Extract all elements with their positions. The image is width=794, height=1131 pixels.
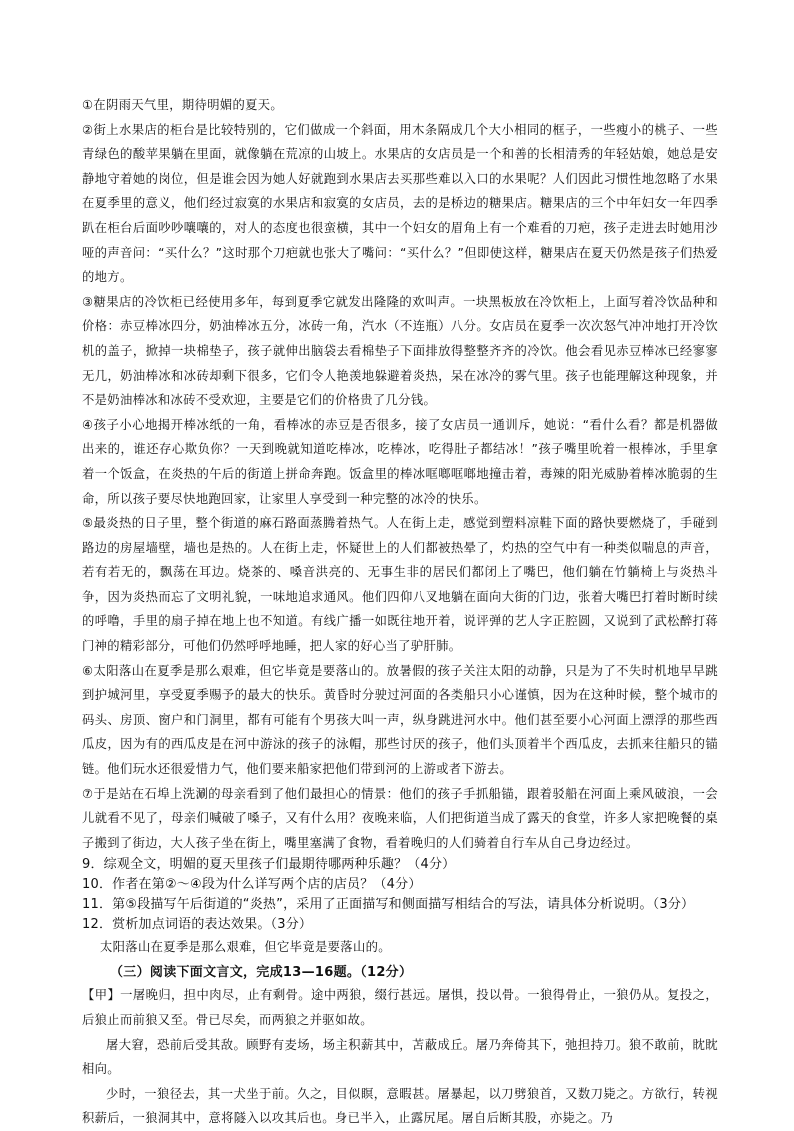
question-list [82, 855, 718, 959]
passage-paragraph-4: ④孩子小心地揭开棒冰纸的一角，看棒冰的赤豆是否很多，接了女店员一通训斥，她说：“看什么看？都是机器做出来的，谁还存心欺负你？一天到晚就知道吃棒冰，吃棒冰，吃得肚子都结冰！”孩子嘴里吮着一根棒冰，手里拿着一个饭盒，在炎热的午后的街道上拼命奔跑。饭盒里的棒冰哐啷哐啷地撞击着，毒辣的阳光威胁着棒冰脆弱的生命，所以孩子要尽快地跑回家，让家里人享受到一种完整的冰冷的快乐。 [82, 417, 718, 506]
question-12: 12．赏析加点词语的表达效果。（3分） [82, 917, 313, 933]
section-heading: （三）阅读下面文言文，完成13—16题。（12分） [110, 965, 413, 981]
document-page [82, 93, 718, 1131]
quoted-sentence: 太阳落山在夏季是那么艰难，但它毕竟是要落山的。 [100, 940, 391, 955]
question-9: 9．综观全文，明媚的夏天里孩子们最期待哪两种乐趣？（4分） [82, 857, 456, 873]
classical-text [82, 983, 718, 1131]
passage-paragraph-6: ⑥太阳落山在夏季是那么艰难，但它毕竟是要落山的。放暑假的孩子关注太阳的动静，只是为了不失时机地早早跳到护城河里，享受夏季赐予的最大的快乐。黄昏时分驶过河面的各类船只小心谨慎，因为在这种时候，整个城市的码头、房顶、窗户和门洞里，都有可能有个男孩大叫一声，纵身跳进河水中。他们甚至要小心河面上漂浮的那些西瓜皮，因为有的西瓜皮是在河中游泳的孩子的泳帽，那些讨厌的孩子，他们头顶着半个西瓜皮，去抓来往船只的锚链。他们玩水还很爱惜力气，他们要来船家把他们带到河的上游或者下游去。 [82, 663, 718, 777]
passage-paragraph-2: ②街上水果店的柜台是比较特别的，它们做成一个斜面，用木条隔成几个大小相同的框子，一些瘦小的桃子、一些青绿色的酸苹果躺在里面，就像躺在荒凉的山坡上。水果店的女店员是一个和善的长相清秀的年轻姑娘，她总是安静地守着她的岗位，但是谁会因为她人好就跑到水果店去买那些难以入口的水果呢？人们因此习惯性地忽略了水果在夏季里的意义，他们经过寂寞的水果店和寂寞的女店员，去的是桥边的糖果店。糖果店的三个中年妇女一年四季趴在柜台后面吵吵嚷嚷的，对人的态度也很蛮横，其中一个妇女的眉角上有一个难看的刀疤，孩子走进去时她用沙哑的声音问：“买什么？”这时那个刀疤就也张大了嘴问：“买什么？”但即使这样，糖果店在夏天仍然是孩子们热爱的地方。 [82, 122, 718, 285]
passage-paragraph-7: ⑦于是站在石埠上洗涮的母亲看到了他们最担心的情景：他们的孩子手抓船锚，跟着驳船在河面上乘风破浪，一会儿就看不见了，母亲们喊破了嗓子，又有什么用？夜晚来临，人们把街道当成了露天的食堂，许多人家把晚餐的桌子搬到了街边，大人孩子坐在街上，嘴里塞满了食物，看着晚归的人们骑着自行车从自己身边经过。 [82, 786, 718, 850]
classical-paragraph-3: 少时，一狼径去，其一犬坐于前。久之，目似瞑，意暇甚。屠暴起，以刀劈狼首，又数刀毙之。方欲行，转视积薪后，一狼洞其中，意将隧入以攻其后也。身已半入，止露尻尾。屠自后断其股，亦毙之。乃 [82, 1086, 718, 1126]
classical-paragraph-2: 屠大窘，恐前后受其敌。顾野有麦场，场主积薪其中，苫蔽成丘。屠乃奔倚其下，弛担持刀。狼不敢前，眈眈相向。 [82, 1037, 718, 1077]
passage-paragraph-1: ①在阴雨天气里，期待明媚的夏天。 [82, 98, 284, 112]
reading-passage [82, 93, 718, 855]
classical-paragraph-1: 【甲】一屠晚归，担中肉尽，止有剩骨。途中两狼，缀行甚远。屠惧，投以骨。一狼得骨止，一狼仍从。复投之，后狼止而前狼又至。骨已尽矣，而两狼之并驱如故。 [82, 988, 718, 1027]
question-10: 10．作者在第②～④段为什么详写两个店的店员？（4分） [82, 877, 422, 893]
passage-paragraph-3: ③糖果店的冷饮柜已经使用多年，每到夏季它就发出隆隆的欢叫声。一块黑板放在冷饮柜上，上面写着冷饮品种和价格：赤豆棒冰四分，奶油棒冰五分，冰砖一角，汽水（不连瓶）八分。女店员在夏季一次次怒气冲冲地打开冷饮机的盖子，掀掉一块棉垫子，孩子就伸出脑袋去看棉垫子下面排放得整整齐齐的冷饮。他会看见赤豆棒冰已经寥寥无几，奶油棒冰和冰砖却剩下很多，它们令人艳羡地躲避着炎热，呆在冰冷的雾气里。孩子也能理解这种现象，并不是奶油棒冰和冰砖不受欢迎，主要是它们的价格贵了几分钱。 [82, 294, 718, 408]
passage-paragraph-5: ⑤最炎热的日子里，整个街道的麻石路面蒸腾着热气。人在街上走，感觉到塑料凉鞋下面的路快要燃烧了，手碰到路边的房屋墙壁，墙也是热的。人在街上走，怀疑世上的人们都被热晕了，灼热的空气中有一种类似喘息的声音，若有若无的，飘荡在耳边。烧茶的、嗓音洪亮的、无事生非的居民们都闭上了嘴巴，他们躺在竹躺椅上与炎热斗争，因为炎热而忘了文明礼貌，一味地追求通风。他们四仰八叉地躺在面向大街的门边，张着大嘴巴打着时断时续的呼噜，手里的扇子掉在地上也不知道。有线广播一如既往地开着，说评弹的艺人字正腔圆，又说到了武松醉打蒋门神的精彩部分，可他们仍然呼呼地睡，把人家的好心当了驴肝肺。 [82, 516, 718, 654]
question-11: 11．第⑤段描写午后街道的“炎热”，采用了正面描写和侧面描写相结合的写法，请具体分析说明。（3分） [82, 897, 695, 913]
